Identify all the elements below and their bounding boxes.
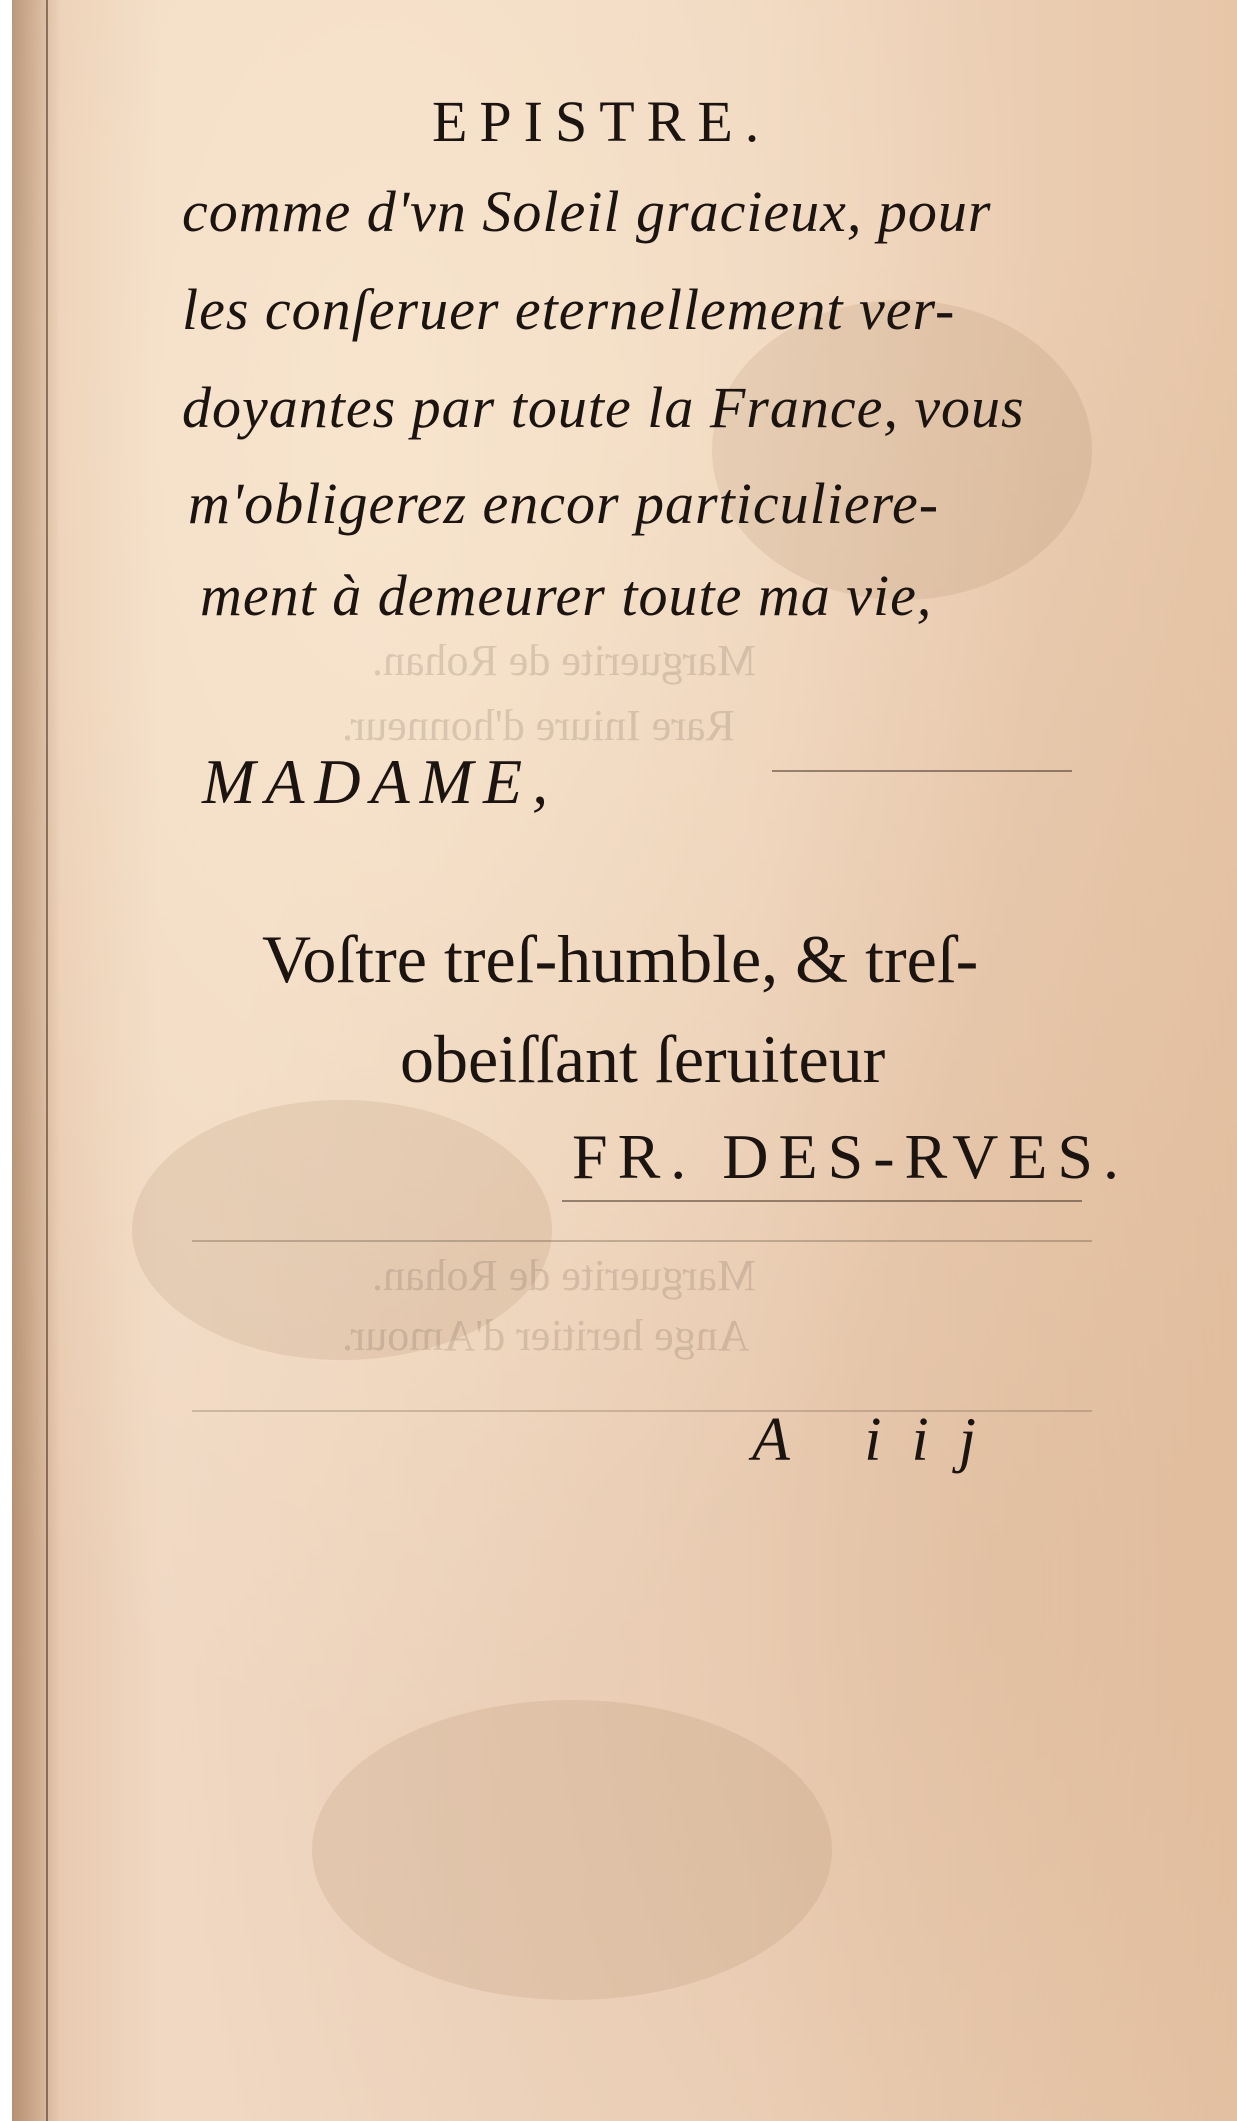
page-header: EPISTRE. [432, 89, 772, 154]
body-line: doyantes par toute la France, vous [182, 375, 1025, 440]
stain [312, 1700, 832, 2000]
signature-line: Voſtre treſ-humble, & treſ- [262, 921, 979, 997]
signature-line: obeiſſant ſeruiteur [400, 1021, 886, 1097]
show-through-text: Marguerite de Rohan. [372, 636, 757, 685]
ornamental-rule [192, 1240, 1092, 1242]
show-through-text: Ange heritier d'Amour. [342, 1311, 750, 1360]
show-through-text: Marguerite de Rohan. [372, 1251, 757, 1300]
stain [712, 300, 1092, 600]
ornamental-rule [562, 1200, 1082, 1202]
show-through-text: Rare Iniure d'honneur. [342, 701, 735, 750]
body-line: les conſeruer eternellement ver- [182, 277, 956, 342]
body-line: ment à demeurer toute ma vie, [200, 563, 933, 628]
ornamental-rule [772, 770, 1072, 772]
signature-mark: A iij [752, 1406, 1006, 1474]
signature-name: FR. DES-RVES. [572, 1121, 1129, 1192]
body-line: m'obligerez encor particuliere- [188, 471, 940, 536]
book-page [12, 0, 1237, 2121]
body-line: comme d'vn Soleil gracieux, pour [182, 179, 992, 244]
salutation: MADAME, [202, 746, 559, 817]
